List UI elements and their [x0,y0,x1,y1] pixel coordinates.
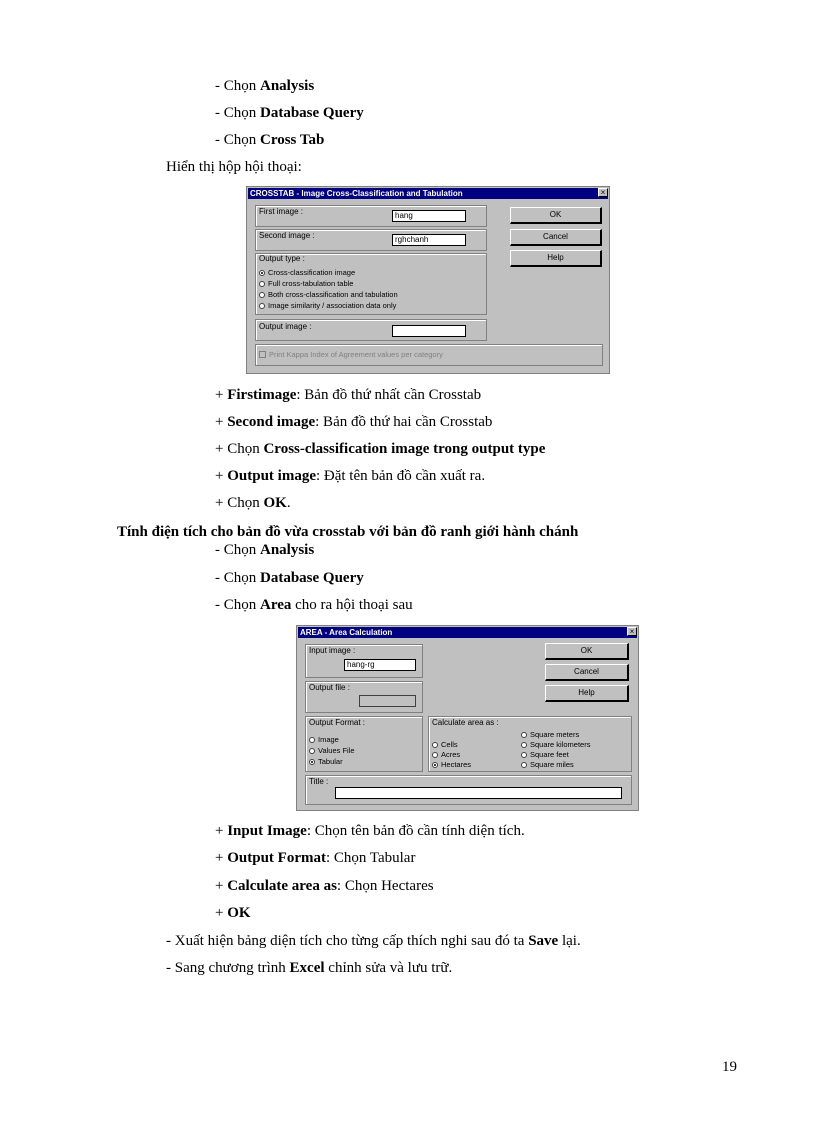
step-analysis: - Chọn Analysis [215,78,315,94]
radio-icon [309,748,315,754]
final-step-excel: - Sang chương trình Excel chỉnh sửa và lưu trữ. [166,960,453,976]
note-ok: + Chọn OK. [215,495,291,511]
radio-similarity[interactable]: Image similarity / association data only [259,301,396,311]
cancel-button[interactable]: Cancel [545,664,629,681]
note-output-image: + Output image: Đặt tên bản đồ cần xuất ra. [215,468,486,484]
input-image-field[interactable]: hang-rg [344,659,416,671]
output-image-input[interactable] [392,325,466,337]
final-step-save: - Xuất hiện bảng diện tích cho từng cấp thích nghi sau đó ta Save lại. [166,933,581,949]
help-button[interactable]: Help [545,685,629,702]
cancel-button[interactable]: Cancel [510,229,602,246]
radio-both[interactable]: Both cross-classification and tabulation [259,290,398,300]
radio-hectares[interactable]: Hectares [432,760,471,770]
radio-square-miles[interactable]: Square miles [521,760,574,770]
help-button[interactable]: Help [510,250,602,267]
radio-icon [521,742,527,748]
calc-area-label: Calculate area as : [432,718,499,727]
close-icon[interactable]: × [627,627,637,636]
radio-square-meters[interactable]: Square meters [521,730,579,740]
first-image-label: First image : [259,207,304,216]
note-calc-area: + Calculate area as: Chọn Hectares [215,878,434,894]
area-dialog [296,625,639,811]
output-file-label: Output file : [309,683,350,692]
radio-values-file[interactable]: Values File [309,746,355,756]
radio-image[interactable]: Image [309,735,339,745]
first-image-input[interactable]: hang [392,210,466,222]
radio-acres[interactable]: Acres [432,750,460,760]
radio-tabular[interactable]: Tabular [309,757,343,767]
output-file-field[interactable] [359,695,416,707]
radio-icon [309,737,315,743]
crosstab-dialog [246,186,610,374]
step-database-query: - Chọn Database Query [215,105,364,121]
radio-cross-classification[interactable]: Cross-classification image [259,268,355,278]
radio-cells[interactable]: Cells [432,740,458,750]
radio-square-kilometers[interactable]: Square kilometers [521,740,590,750]
output-type-label: Output type : [259,254,305,263]
radio-selected-icon [309,759,315,765]
second-image-label: Second image : [259,231,315,240]
note-second-image: + Second image: Bản đồ thứ hai cần Crosstab [215,414,493,430]
dialog-intro: Hiển thị hộp hội thoại: [166,159,302,175]
output-format-label: Output Format : [309,718,366,727]
note-output-format: + Output Format: Chọn Tabular [215,850,416,866]
radio-selected-icon [259,270,265,276]
note-first-image: + Firstimage: Bản đồ thứ nhất cần Crosstab [215,387,482,403]
radio-icon [521,752,527,758]
area-titlebar: AREA - Area Calculation [298,627,637,638]
step-analysis-2: - Chọn Analysis [215,542,315,558]
radio-square-feet[interactable]: Square feet [521,750,569,760]
kappa-checkbox[interactable]: Print Kappa Index of Agreement values per category [259,350,443,360]
ok-button[interactable]: OK [545,643,629,660]
note-output-type: + Chọn Cross-classification image trong output type [215,441,546,457]
step-cross-tab: - Chọn Cross Tab [215,132,325,148]
second-image-input[interactable]: rghchanh [392,234,466,246]
radio-full-tabulation[interactable]: Full cross-tabulation table [259,279,353,289]
note-ok-2: + OK [215,905,251,921]
output-image-label: Output image : [259,322,312,331]
radio-icon [432,742,438,748]
ok-button[interactable]: OK [510,207,602,224]
step-area: - Chọn Area cho ra hội thoại sau [215,597,413,613]
radio-icon [521,762,527,768]
radio-icon [259,292,265,298]
radio-selected-icon [432,762,438,768]
page-number: 19 [722,1059,737,1075]
note-input-image: + Input Image: Chọn tên bản đồ cần tính diện tích. [215,823,525,839]
title-input[interactable] [335,787,622,799]
crosstab-titlebar: CROSSTAB - Image Cross-Classification and Tabulation [248,188,608,199]
section-heading: Tính điện tích cho bản đồ vừa crosstab với bản đồ ranh giới hành chánh [117,524,579,540]
step-database-query-2: - Chọn Database Query [215,570,364,586]
checkbox-icon [259,351,266,358]
radio-icon [521,732,527,738]
close-icon[interactable]: × [598,188,608,197]
input-image-label: Input image : [309,646,356,655]
radio-icon [259,303,265,309]
radio-icon [432,752,438,758]
radio-icon [259,281,265,287]
title-label: Title : [309,777,329,786]
